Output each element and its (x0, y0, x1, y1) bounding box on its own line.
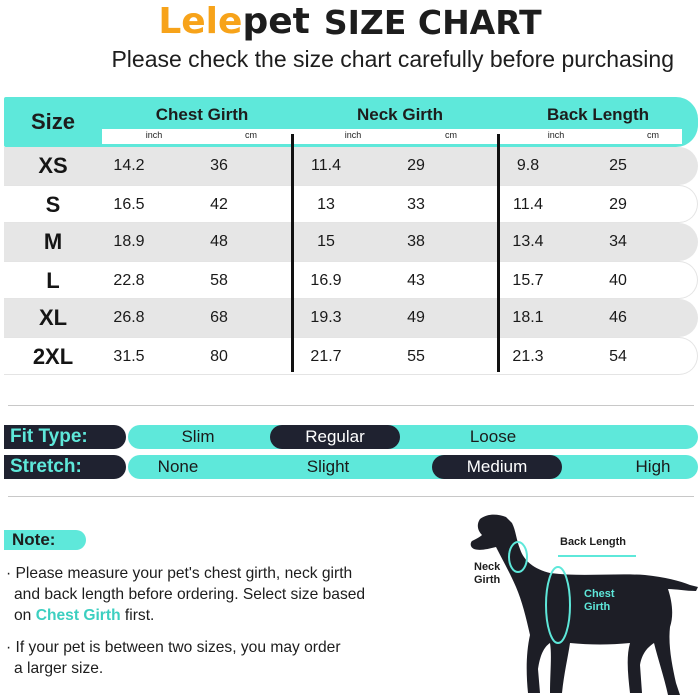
stretch-label: Stretch: (4, 455, 126, 479)
measurement-cell: 68 (210, 309, 228, 326)
stretch-option-medium: Medium (432, 455, 562, 479)
unit-label: cm (245, 130, 257, 140)
size-cell: S (45, 192, 61, 217)
table-row (4, 261, 698, 299)
note-item-1 (6, 563, 446, 626)
column-divider (497, 134, 500, 372)
measurement-cell: 25 (609, 157, 627, 174)
note-line: and back length before ordering. Select size based (14, 586, 366, 603)
dog-silhouette-icon (440, 505, 700, 700)
note-line: a larger size. (14, 660, 104, 677)
fit-option-loose: Loose (469, 427, 517, 446)
table-row (4, 185, 698, 223)
size-cell: L (46, 268, 60, 293)
page-title: SIZE CHART (323, 2, 542, 42)
measurement-cell: 18.1 (512, 309, 544, 326)
measurement-cell: 43 (407, 272, 425, 289)
measurement-cell: 80 (210, 348, 228, 365)
measurement-cell: 29 (609, 196, 627, 213)
measurement-cell: 48 (210, 233, 228, 250)
column-divider (291, 134, 294, 372)
measurement-cell: 21.3 (512, 348, 544, 365)
chest-girth-header: Chest Girth (155, 105, 249, 124)
measurement-cell: 16.9 (310, 272, 342, 289)
back-length-header: Back Length (546, 105, 650, 124)
divider (8, 405, 694, 406)
note-item-2 (6, 637, 446, 679)
measurement-cell: 19.3 (310, 309, 342, 326)
size-cell: M (43, 229, 63, 254)
size-column-header: Size (30, 109, 76, 134)
measurement-cell: 46 (609, 309, 627, 326)
stretch-option-none: None (157, 457, 199, 476)
table-row (4, 223, 698, 261)
chest-girth-line1: Chest (584, 588, 615, 600)
table-row (4, 337, 698, 375)
measurement-cell: 54 (609, 348, 627, 365)
table-row (4, 299, 698, 337)
measurement-cell: 13.4 (512, 233, 544, 250)
chest-girth-highlight: Chest Girth (35, 607, 121, 624)
measurement-cell: 38 (407, 233, 425, 250)
table-header (4, 97, 698, 147)
unit-label: cm (445, 130, 457, 140)
fit-type-track (128, 425, 698, 449)
size-cell: XL (38, 305, 68, 330)
fit-type-label: Fit Type: (4, 425, 126, 449)
measurement-cell: 22.8 (113, 272, 145, 289)
table-row (4, 147, 698, 185)
measurement-cell: 15 (317, 233, 335, 250)
fit-option-slim: Slim (181, 427, 215, 446)
logo-part1: Lele (158, 1, 243, 42)
measurement-cell: 49 (407, 309, 425, 326)
neck-girth-line2: Girth (474, 574, 501, 586)
measurement-cell: 13 (317, 196, 335, 213)
size-cell: XS (38, 153, 68, 178)
measurement-cell: 34 (609, 233, 627, 250)
measurement-cell: 21.7 (310, 348, 342, 365)
stretch-bar (4, 455, 698, 479)
note-badge: Note: (4, 530, 86, 550)
neck-girth-label (474, 561, 500, 587)
measurement-cell: 15.7 (512, 272, 544, 289)
measurement-cell: 58 (210, 272, 228, 289)
measurement-cell: 26.8 (113, 309, 145, 326)
chest-girth-line2: Girth (584, 601, 611, 613)
measurement-cell: 11.4 (513, 196, 543, 213)
measurement-cell: 36 (210, 157, 228, 174)
size-cell: 2XL (32, 344, 74, 369)
dog-measurement-diagram (440, 505, 700, 700)
measurement-cell: 55 (407, 348, 425, 365)
measurement-cell: 11.4 (311, 157, 341, 174)
measurement-cell: 18.9 (113, 233, 145, 250)
neck-girth-line1: Neck (474, 561, 501, 573)
measurement-cell: 29 (407, 157, 425, 174)
unit-subheader (102, 129, 682, 144)
fit-type-bar (4, 425, 698, 449)
fit-option-regular: Regular (270, 425, 400, 449)
neck-girth-header: Neck Girth (357, 105, 443, 124)
brand-logo (158, 1, 310, 42)
measurement-cell: 33 (407, 196, 425, 213)
stretch-track (128, 455, 698, 479)
size-table (4, 97, 698, 375)
header (0, 0, 700, 44)
divider (8, 496, 694, 497)
subtitle: Please check the size chart carefully before purchasing (111, 46, 674, 72)
note-text: first. (120, 607, 155, 624)
measurement-cell: 14.2 (113, 157, 145, 174)
note-line (6, 605, 446, 626)
measurement-cell: 40 (609, 272, 627, 289)
measurement-cell: 31.5 (113, 348, 145, 365)
note-text: on (14, 607, 36, 624)
measurement-cell: 16.5 (113, 196, 145, 213)
stretch-option-high: High (635, 457, 671, 476)
measurement-cell: 9.8 (516, 157, 540, 174)
unit-label: inch (547, 130, 565, 140)
chest-girth-label (584, 588, 615, 614)
measurement-cell: 42 (210, 196, 228, 213)
logo-part2: pet (242, 1, 310, 42)
stretch-option-slight: Slight (306, 457, 350, 476)
back-length-label: Back Length (560, 536, 627, 548)
unit-label: inch (145, 130, 163, 140)
unit-label: cm (647, 130, 659, 140)
unit-label: inch (344, 130, 362, 140)
note-line: · Please measure your pet's chest girth, neck girth (6, 565, 353, 582)
note-line: · If your pet is between two sizes, you may order (6, 639, 341, 656)
